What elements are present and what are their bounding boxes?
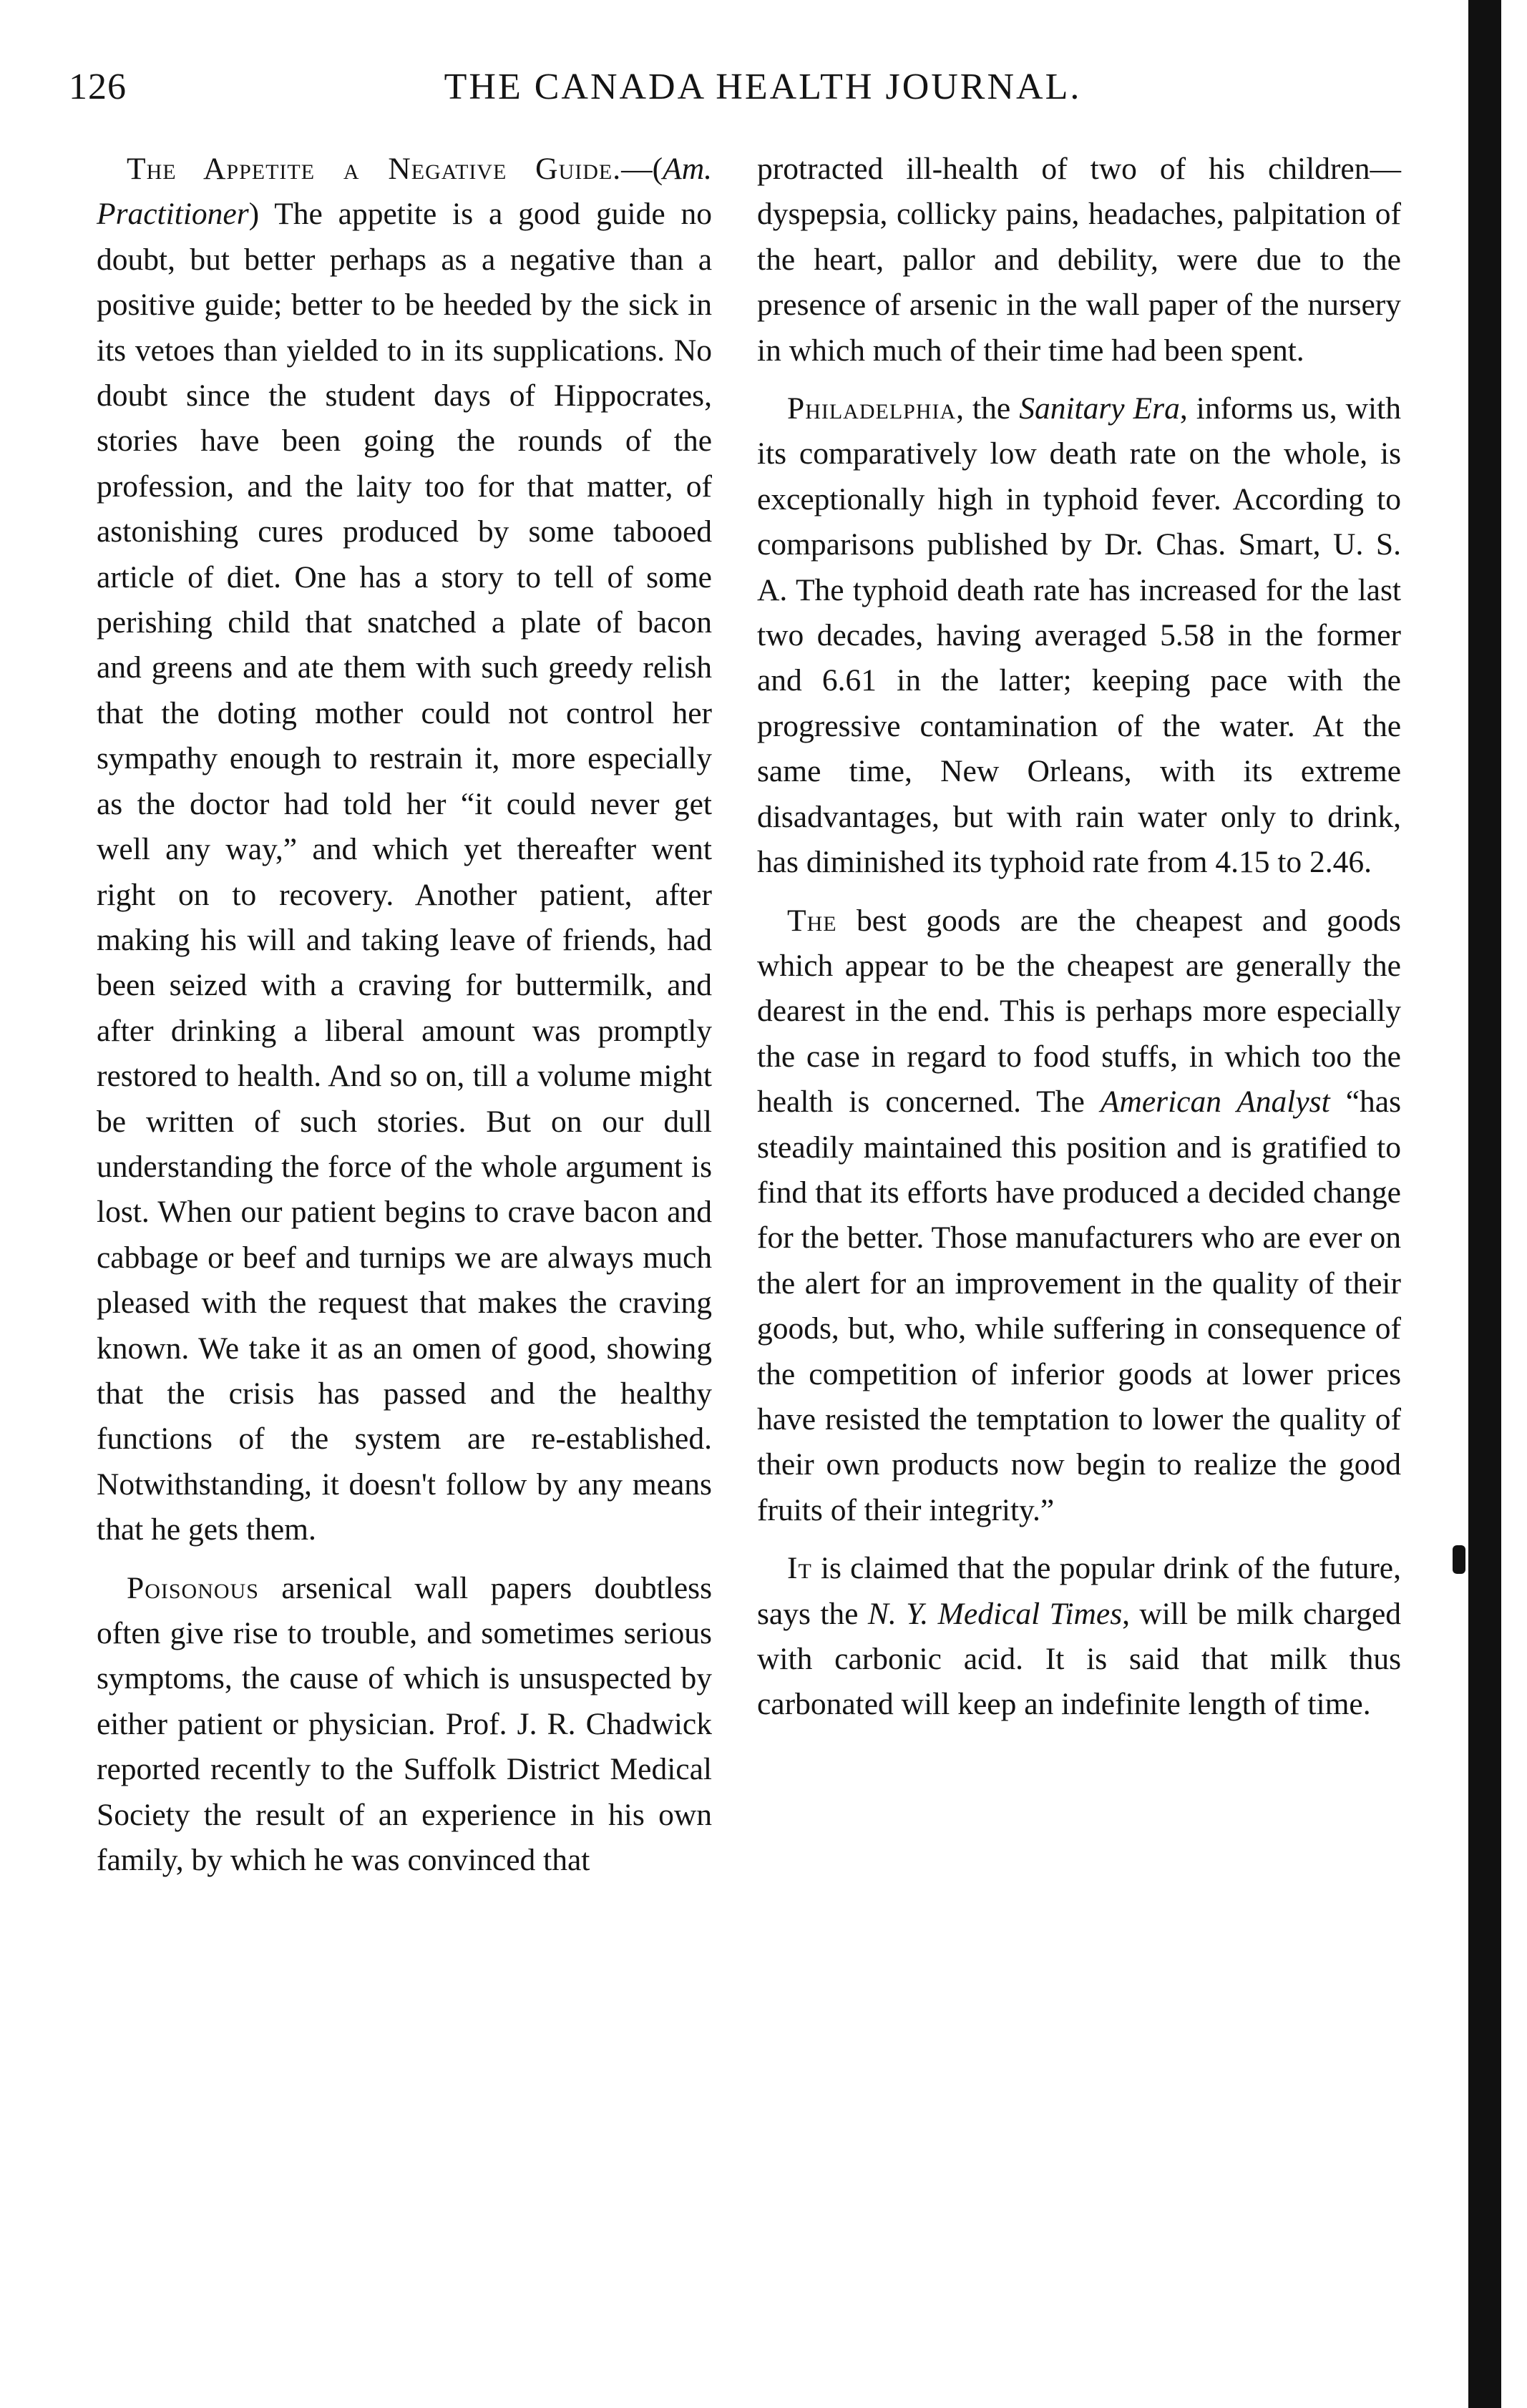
article-body: The appetite is a good guide no doubt, but better perhaps as a negative than a positive guide; better to be heeded by the sick in its vetoes than yielded to in its supplications. No doubt since the student days of Hippocrates, stories have been going the rounds of the profession, and the laity too for that matter, of astonishing cures produced by some tabooed article of diet. One has a story to tell of some perishing child that snatched a plate of bacon and greens and ate them with such greedy relish that the doting mother could not control her sympathy enough to restrain it, more especially as the doctor had told her “it could never get well any way,” and which yet thereafter went right on to recovery. Another patient, after making his will and taking leave of friends, had been seized with a craving for buttermilk, and after drinking a liberal amount was promptly restored to health. And so on, till a volume might be written of such stories. But on our dull understanding the force of the whole argument is lost. When our patient begins to crave bacon and cabbage or beef and turnips we are always much pleased with the request that makes the craving known. We take it as an omen of good, showing that the crisis has passed and the healthy functions of the system are re-established. Notwithstanding, it doesn't follow by any means that he gets them. — [97, 197, 712, 1547]
article-poisonous-continued — [757, 147, 1401, 373]
article-body: is claimed that the popular drink of the future, says the — [757, 1551, 1401, 1631]
article-body: , informs us, with its comparatively low death rate on the whole, is exceptionally high in typhoid fever. According to comparisons published by Dr. Chas. Smart, U. S. A. The typhoid death rate has increased for the last two decades, having averaged 5.58 in the former and 6.61 in the latter; keeping pace with the progressive contamination of the water. At the same time, New Orleans, with its extreme disadvantages, but with rain water only to drink, has diminished its typhoid rate from 4.15 to 2.46. — [757, 391, 1401, 880]
source-name: N. Y. Medical Times — [867, 1596, 1123, 1631]
article-milk — [757, 1546, 1401, 1728]
page-number: 126 — [69, 67, 127, 107]
article-poisonous-start — [97, 1566, 712, 1884]
article-body: arsenical wall papers doubtless often give rise to trouble, and sometimes serious symptoms, the cause of which is unsuspected by either patient or physician. Prof. J. R. Chadwick reported recently to the Suffolk District Medical Society the result of an experience in his own family, by which he was convinced that — [97, 1570, 712, 1878]
page-header — [69, 66, 1414, 123]
article-body: protracted ill-health of two of his children—dyspepsia, collicky pains, headaches, palpitation of the heart, pallor and debility, were due to the presence of arsenic in the wall paper of the nursery in which much of their time had been spent. — [757, 152, 1401, 368]
article-body: , will be milk charged with carbonic acid. It is said that milk thus carbonated will keep an indefinite length of time. — [757, 1596, 1402, 1722]
paragraph-lead: Philadelphia — [787, 391, 957, 426]
source-name: American Analyst — [1100, 1085, 1330, 1120]
right-column — [757, 147, 1401, 1741]
running-title: THE CANADA HEALTH JOURNAL. — [444, 67, 1082, 107]
article-appetite — [97, 147, 712, 1553]
source-prefix: —( — [621, 152, 663, 186]
binding-edge-rule — [1468, 0, 1501, 2408]
article-body: “has steadily maintained this position and is gratified to find that its efforts have produced a decided change for the better. Those manufacturers who are ever on the alert for an improvement in the quality of their goods, but, who, while suffering in consequence of the competition of inferior goods at lower prices have resisted the temptation to lower the quality of their own products now begin to realize the good fruits of their integrity.” — [757, 1085, 1402, 1527]
binding-edge-mark — [1453, 1545, 1465, 1574]
article-body: best goods are the cheapest and goods which appear to be the cheapest are generally the dearest in the end. This is perhaps more especially the case in regard to food stuffs, in which too the health is concerned. The — [757, 903, 1401, 1120]
source-name: Am. Practitioner — [97, 152, 712, 232]
article-goods — [757, 899, 1401, 1534]
source-name: Sanitary Era — [1019, 391, 1180, 426]
article-philadelphia — [757, 386, 1401, 885]
paragraph-lead: The — [787, 903, 837, 938]
article-title: The Appetite a Negative Guide. — [127, 152, 622, 186]
paragraph-lead: It — [787, 1551, 812, 1586]
article-body: , the — [956, 391, 1020, 426]
left-column — [97, 147, 712, 1896]
source-suffix: ) — [248, 197, 260, 232]
paragraph-lead: Poisonous — [127, 1570, 259, 1605]
